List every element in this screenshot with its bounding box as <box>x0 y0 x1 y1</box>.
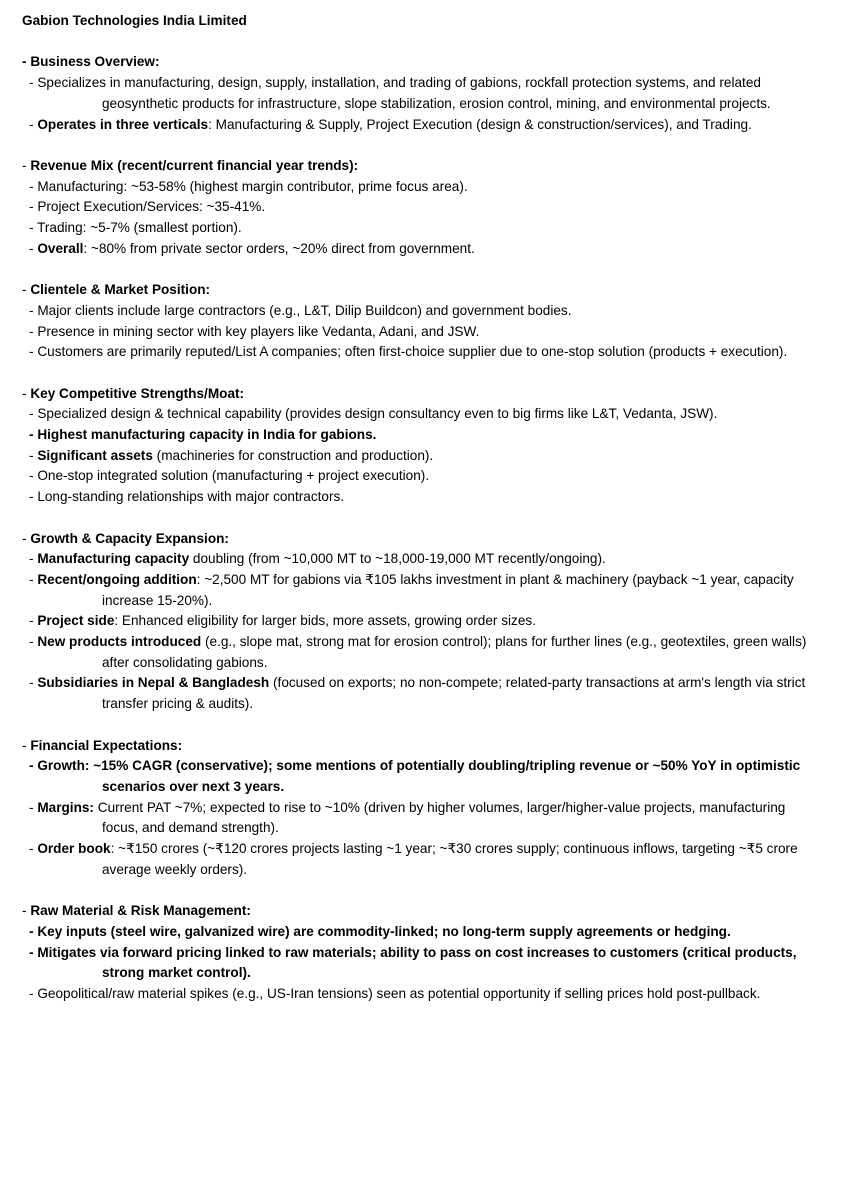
bullet-dash: - <box>29 799 38 815</box>
bullet-text: (focused on exports; no non-compete; related-party transactions at arm's length via strict transfer pricing & audits). <box>102 675 806 712</box>
bullet-dash: - <box>29 985 38 1001</box>
bullet-dash: - <box>29 613 38 629</box>
bullet-item <box>22 570 822 611</box>
bullet-dash: - <box>29 220 38 235</box>
bullet-item <box>22 487 822 508</box>
bullet-dash: - <box>29 571 38 587</box>
section-heading-dash: - <box>22 737 31 753</box>
section-heading <box>22 384 822 405</box>
section-heading-dash: - <box>22 385 31 401</box>
bullet-bold-text: Recent/ongoing addition <box>37 571 197 587</box>
bullet-item <box>22 322 822 343</box>
bullet-text: Presence in mining sector with key players like Vedanta, Adani, and JSW. <box>37 323 480 339</box>
bullet-item <box>22 943 822 984</box>
spacer <box>22 32 822 53</box>
bullet-dash: - <box>29 944 38 960</box>
bullet-text: Current PAT ~7%; expected to rise to ~10% (driven by higher volumes, larger/higher-value projects, manufacturing focus, and demand strength). <box>93 799 786 836</box>
bullet-text: Specialized design & technical capability (provides design consultancy even to big firms like L&T, Vedanta, JSW). <box>37 406 718 422</box>
section <box>22 529 822 715</box>
bullet-text: Trading: ~5-7% (smallest portion). <box>37 220 242 235</box>
bullet-text: Specializes in manufacturing, design, supply, installation, and trading of gabions, rockfall protection systems, and related geosynthetic products for infrastructure, slope stabilization, erosion control, mining, and environmental projects. <box>37 75 771 111</box>
bullet-item <box>22 839 822 880</box>
bullet-text: : ~₹150 crores (~₹120 crores projects lasting ~1 year; ~₹30 crores supply; continuous inflows, targeting ~₹5 crore average weekly orders). <box>102 841 798 877</box>
bullet-bold-text: Operates in three verticals <box>37 116 209 132</box>
section-heading-dash: - <box>22 903 31 919</box>
bullet-dash: - <box>29 447 38 463</box>
section-heading-text: Financial Expectations: <box>30 737 183 753</box>
bullet-bold-text: Manufacturing capacity <box>37 551 190 567</box>
bullet-text: Major clients include large contractors (e.g., L&T, Dilip Buildcon) and government bodies. <box>37 302 572 318</box>
bullet-bold-text: New products introduced <box>37 634 202 650</box>
section-heading-text: Clientele & Market Position: <box>30 282 211 298</box>
bullet-dash: - <box>29 75 38 91</box>
bullet-text: doubling (from ~10,000 MT to ~18,000-19,000 MT recently/ongoing). <box>189 551 606 567</box>
section-heading-dash: - <box>22 157 31 173</box>
section <box>22 280 822 363</box>
bullet-item <box>22 73 822 114</box>
bullet-item <box>22 404 822 425</box>
spacer <box>22 715 822 736</box>
bullet-dash: - <box>29 406 38 422</box>
bullet-text: Long-standing relationships with major contractors. <box>37 489 345 505</box>
bullet-item <box>22 756 822 797</box>
section-heading-text: Raw Material & Risk Management: <box>30 903 251 919</box>
section <box>22 384 822 508</box>
bullet-dash: - <box>29 758 38 774</box>
bullet-bold-text: Order book <box>37 841 111 857</box>
bullet-dash: - <box>29 427 38 442</box>
section-heading <box>22 736 822 757</box>
bullet-bold-text: Significant assets <box>37 447 153 463</box>
bullet-text: Project Execution/Services: ~35-41%. <box>37 199 266 215</box>
bullet-item <box>22 632 822 673</box>
section-heading-text: Key Competitive Strengths/Moat: <box>30 385 245 401</box>
bullet-dash: - <box>29 551 38 567</box>
bullet-dash: - <box>29 323 38 339</box>
bullet-bold-text: Key inputs (steel wire, galvanized wire) are commodity-linked; no long-term supply agreements or hedging. <box>37 923 731 939</box>
section <box>22 736 822 881</box>
bullet-dash: - <box>29 489 38 505</box>
bullet-bold-text: Growth: ~15% CAGR (conservative); some mentions of potentially doubling/tripling revenue or ~50% YoY in optimistic scenarios over next 3 years. <box>37 758 801 794</box>
bullet-item <box>22 239 822 260</box>
bullet-dash: - <box>29 344 38 360</box>
bullet-dash: - <box>29 199 38 215</box>
bullet-bold-text: Margins: <box>37 799 94 815</box>
section-heading-text: Business Overview: <box>30 54 160 70</box>
bullet-text: Manufacturing: ~53-58% (highest margin contributor, prime focus area). <box>37 178 468 194</box>
bullet-dash: - <box>29 675 38 691</box>
section-heading-dash: - <box>22 530 31 546</box>
bullet-text: One-stop integrated solution (manufacturing + project execution). <box>37 468 430 484</box>
bullet-bold-text: Subsidiaries in Nepal & Bangladesh <box>37 675 270 691</box>
bullet-text: : ~2,500 MT for gabions via ₹105 lakhs investment in plant & machinery (payback ~1 year, capacity increase 15-20%). <box>102 571 794 608</box>
bullet-item <box>22 466 822 487</box>
bullet-bold-text: Mitigates via forward pricing linked to raw materials; ability to pass on cost increases to customers (critical products, strong market control). <box>37 944 797 981</box>
bullet-item <box>22 177 822 198</box>
spacer <box>22 880 822 901</box>
section-heading-dash: - <box>22 282 31 298</box>
section-heading <box>22 156 822 177</box>
bullet-text: : Enhanced eligibility for larger bids, more assets, growing order sizes. <box>114 613 536 629</box>
section-heading-text: Growth & Capacity Expansion: <box>30 530 229 546</box>
bullet-item <box>22 798 822 839</box>
bullet-text: Geopolitical/raw material spikes (e.g., US-Iran tensions) seen as potential opportunity if selling prices hold post-pullback. <box>37 985 761 1001</box>
section-heading-text: Revenue Mix (recent/current financial year trends): <box>30 157 359 173</box>
bullet-dash: - <box>29 178 38 194</box>
section-heading <box>22 901 822 922</box>
section <box>22 901 822 1005</box>
bullet-dash: - <box>29 116 38 132</box>
bullet-item <box>22 301 822 322</box>
bullet-item <box>22 922 822 943</box>
bullet-bold-text: Overall <box>37 240 84 256</box>
spacer <box>22 363 822 384</box>
document-title: Gabion Technologies India Limited <box>22 13 247 28</box>
bullet-text: : ~80% from private sector orders, ~20% direct from government. <box>83 240 475 256</box>
spacer <box>22 259 822 280</box>
bullet-text: : Manufacturing & Supply, Project Execution (design & construction/services), and Trading. <box>208 116 752 132</box>
bullet-dash: - <box>29 841 38 857</box>
bullet-item <box>22 549 822 570</box>
section <box>22 156 822 260</box>
bullet-item <box>22 611 822 632</box>
bullet-item <box>22 673 822 714</box>
bullet-dash: - <box>29 302 38 318</box>
bullet-dash: - <box>29 240 38 256</box>
spacer <box>22 135 822 156</box>
section-heading <box>22 280 822 301</box>
bullet-text: (e.g., slope mat, strong mat for erosion control); plans for further lines (e.g., geotextiles, green walls) after consolidating gabions. <box>102 634 807 670</box>
bullet-dash: - <box>29 923 38 939</box>
section-heading-dash: - <box>22 54 31 70</box>
section-heading <box>22 529 822 550</box>
bullet-text: Customers are primarily reputed/List A companies; often first-choice supplier due to one-stop solution (products + execution). <box>37 344 788 360</box>
bullet-item <box>22 115 822 136</box>
bullet-dash: - <box>29 634 38 650</box>
bullet-dash: - <box>29 468 38 484</box>
sections-container <box>22 52 822 1004</box>
document <box>22 11 822 1005</box>
bullet-bold-text: Highest manufacturing capacity in India for gabions. <box>37 427 377 442</box>
bullet-item <box>22 446 822 467</box>
bullet-item <box>22 197 822 218</box>
bullet-bold-text: Project side <box>37 613 115 629</box>
bullet-text: (machineries for construction and production). <box>152 447 434 463</box>
spacer <box>22 508 822 529</box>
bullet-item <box>22 425 822 446</box>
bullet-item <box>22 984 822 1005</box>
bullet-item <box>22 218 822 239</box>
bullet-item <box>22 342 822 363</box>
section <box>22 52 822 135</box>
section-heading <box>22 52 822 73</box>
